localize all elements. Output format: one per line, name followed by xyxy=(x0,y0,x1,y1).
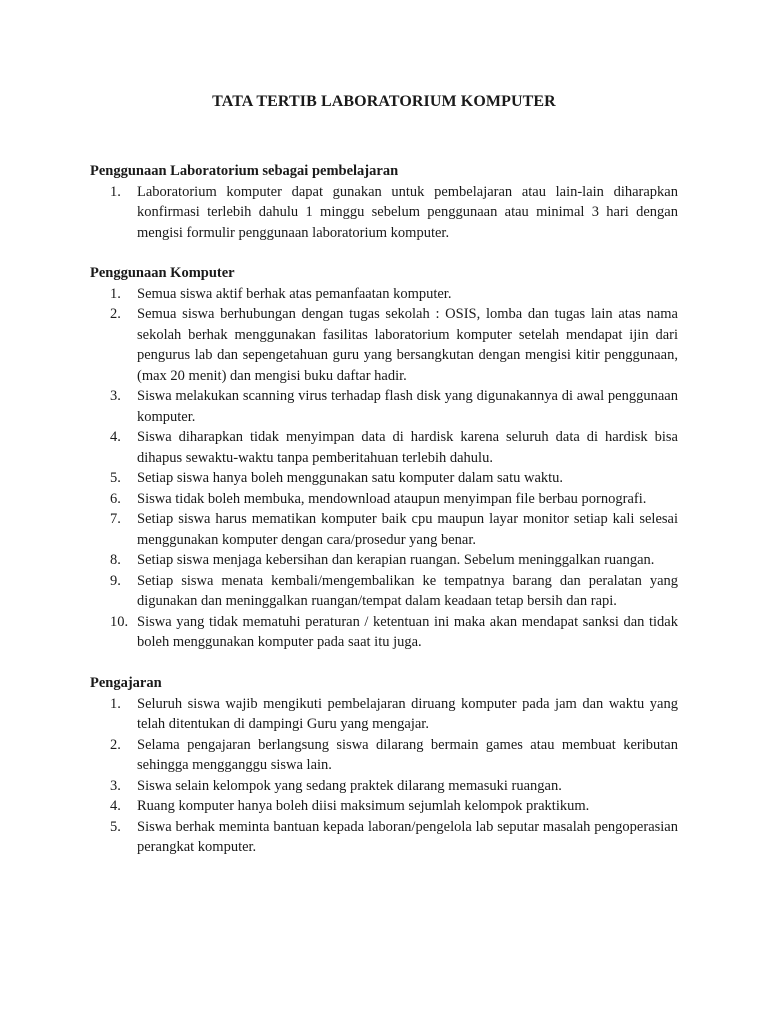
rule-number: 1. xyxy=(110,695,121,712)
rule-item xyxy=(90,550,678,571)
rule-item xyxy=(90,386,678,427)
rule-item xyxy=(90,509,678,550)
rule-item xyxy=(90,571,678,612)
rule-number: 6. xyxy=(110,490,121,507)
rule-number: 4. xyxy=(110,798,121,814)
section-teaching xyxy=(90,673,678,858)
rule-text: Siswa berhak meminta bantuan kepada laboran/pengelola lab seputar masalah pengoperasian perangkat komputer. xyxy=(137,818,678,855)
rule-item xyxy=(90,489,678,510)
rule-text: Ruang komputer hanya boleh diisi maksimum sejumlah kelompok praktikum. xyxy=(137,798,590,814)
section-computer-usage xyxy=(90,263,678,653)
rule-text: Setiap siswa menjaga kebersihan dan kerapian ruangan. Sebelum meninggalkan ruangan. xyxy=(137,552,655,568)
section-heading: Penggunaan Laboratorium sebagai pembelajaran xyxy=(90,163,399,179)
rule-text: Siswa selain kelompok yang sedang praktek dilarang memasuki ruangan. xyxy=(137,777,562,794)
rule-text: Setiap siswa harus mematikan komputer baik cpu maupun layar monitor setiap kali selesai menggunakan komputer dengan cara/prosedur yang benar. xyxy=(137,511,678,548)
rule-number: 3. xyxy=(110,388,121,404)
rule-number: 2. xyxy=(110,736,121,753)
rule-item xyxy=(90,427,678,468)
rule-number: 7. xyxy=(110,511,121,527)
rule-number: 10. xyxy=(110,613,129,630)
rule-text: Siswa diharapkan tidak menyimpan data di hardisk karena seluruh data di hardisk bisa dihapus sewaktu-waktu tanpa pemberitahuan terlebih dahulu. xyxy=(137,429,678,466)
rule-item xyxy=(90,776,678,797)
rule-number: 2. xyxy=(110,306,121,322)
section-heading: Penggunaan Komputer xyxy=(90,265,235,281)
rule-text: Siswa tidak boleh membuka, mendownload ataupun menyimpan file berbau pornografi. xyxy=(137,490,647,507)
rule-item xyxy=(90,796,678,817)
rule-list xyxy=(90,694,678,858)
rule-text: Semua siswa berhubungan dengan tugas sekolah : OSIS, lomba dan tugas lain atas nama sekolah berhak menggunakan fasilitas laboratorium komputer setelah mendapat ijin dari pengurus lab dan sepengetahuan guru yang bersangkutan dengan mengisi kitir penggunaan, (max 20 menit) dan mengisi buku daftar hadir. xyxy=(137,306,678,384)
rule-text: Laboratorium komputer dapat gunakan untuk pembelajaran atau lain-lain diharapkan konfirmasi terlebih dahulu 1 minggu sebelum penggunaan atau minimal 3 hari dengan mengisi formulir penggunaan laboratorium komputer. xyxy=(137,183,678,241)
rule-item xyxy=(90,182,678,244)
section-lab-usage xyxy=(90,161,678,243)
rule-text: Selama pengajaran berlangsung siswa dilarang bermain games atau membuat keributan sehingga mengganggu siswa lain. xyxy=(137,736,678,773)
rule-text: Setiap siswa hanya boleh menggunakan satu komputer dalam satu waktu. xyxy=(137,470,564,486)
section-heading: Pengajaran xyxy=(90,675,162,691)
rule-item xyxy=(90,735,678,776)
rule-number: 5. xyxy=(110,470,121,486)
rule-text: Seluruh siswa wajib mengikuti pembelajaran diruang komputer pada jam dan waktu yang telah ditentukan di dampingi Guru yang mengajar. xyxy=(137,695,678,732)
rule-number: 8. xyxy=(110,552,121,568)
rule-number: 1. xyxy=(110,285,121,302)
rule-text: Setiap siswa menata kembali/mengembalikan ke tempatnya barang dan peralatan yang digunakan dan meninggalkan ruangan/tempat dalam keadaan tetap bersih dan rapi. xyxy=(137,572,678,609)
rule-item xyxy=(90,304,678,386)
rule-text: Semua siswa aktif berhak atas pemanfaatan komputer. xyxy=(137,285,452,302)
rule-item xyxy=(90,694,678,735)
rule-number: 3. xyxy=(110,777,121,794)
rule-number: 5. xyxy=(110,818,121,835)
rule-number: 9. xyxy=(110,572,121,589)
rule-number: 1. xyxy=(110,183,121,200)
rule-text: Siswa melakukan scanning virus terhadap flash disk yang digunakannya di awal penggunaan komputer. xyxy=(137,388,678,425)
rule-list xyxy=(90,284,678,653)
rule-text: Siswa yang tidak mematuhi peraturan / ketentuan ini maka akan mendapat sanksi dan tidak boleh menggunakan komputer pada saat itu juga. xyxy=(137,613,678,650)
rule-list xyxy=(90,182,678,244)
rule-item xyxy=(90,284,678,305)
document-title: TATA TERTIB LABORATORIUM KOMPUTER xyxy=(212,93,556,110)
rule-item xyxy=(90,468,678,489)
rule-item xyxy=(90,817,678,858)
rule-item xyxy=(90,612,678,653)
rule-number: 4. xyxy=(110,429,121,445)
